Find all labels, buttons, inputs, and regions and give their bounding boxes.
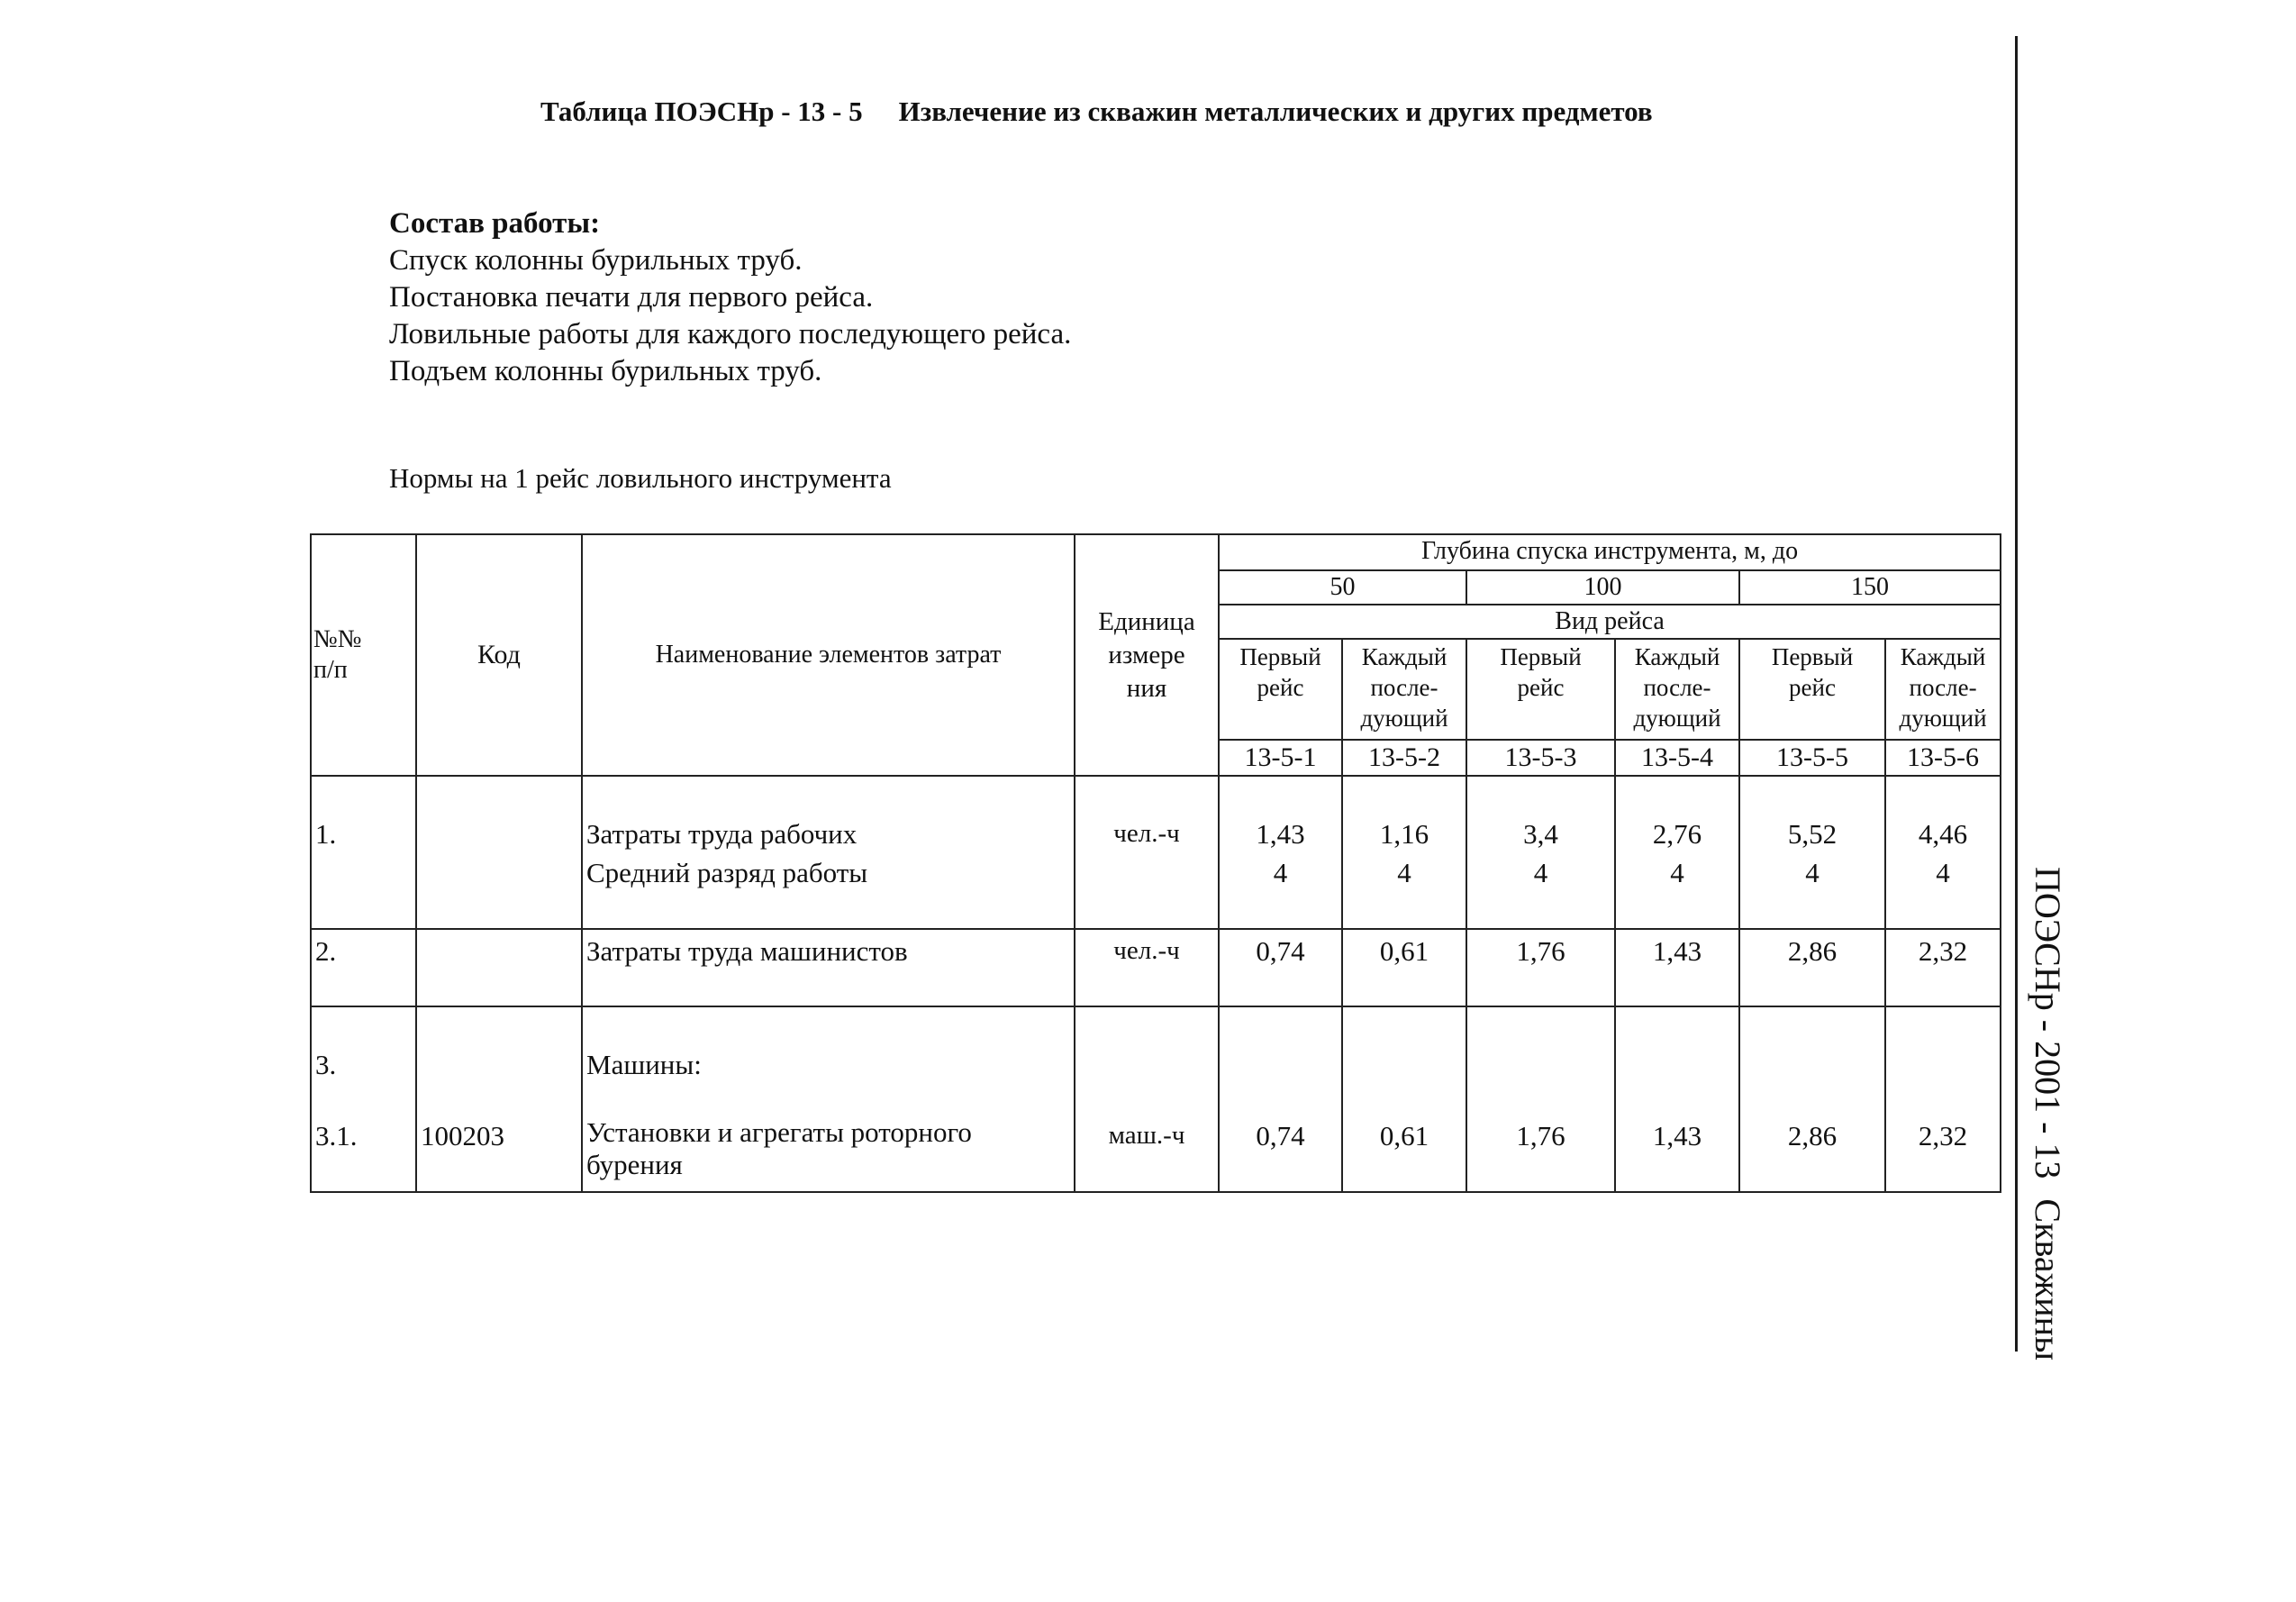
header-each-line: дующий	[1360, 705, 1448, 732]
work-item: Ловильные работы для каждого последующего рейса.	[389, 318, 1072, 350]
header-each-line: дующий	[1899, 705, 1987, 732]
header-depth-100: 100	[1466, 570, 1739, 605]
work-item: Постановка печати для первого рейса.	[389, 281, 874, 314]
row-name-line: Средний разряд работы	[586, 857, 868, 888]
value-grade: 4	[1273, 857, 1288, 888]
row-value: 2,86	[1739, 1006, 1885, 1192]
table-row	[311, 776, 2001, 929]
row-code	[416, 929, 582, 1006]
header-each-line: после-	[1370, 674, 1438, 701]
value-grade: 4	[1936, 857, 1950, 888]
row-value: 2,32	[1885, 929, 2001, 1006]
row-name: Затраты труда машинистов	[582, 929, 1075, 1006]
header-depth-50: 50	[1219, 570, 1466, 605]
row-code	[416, 1006, 582, 1192]
row-num: 1.	[311, 776, 416, 929]
header-code: Код	[416, 534, 582, 776]
table-row	[311, 929, 2001, 1006]
value-hours: 1,43	[1256, 818, 1305, 850]
work-heading: Состав работы:	[389, 207, 601, 240]
work-composition	[389, 205, 1071, 390]
row-value: 2,32	[1885, 1006, 2001, 1192]
value-hours: 5,52	[1787, 818, 1838, 850]
header-first-trip	[1466, 639, 1615, 740]
row-value	[1342, 776, 1466, 929]
row-value: 0,61	[1342, 929, 1466, 1006]
value-grade: 4	[1533, 857, 1548, 888]
row-name-main: Машины:	[586, 1049, 702, 1080]
header-unit-line: ния	[1126, 673, 1167, 703]
row-value: 1,43	[1615, 929, 1739, 1006]
header-each-line: Каждый	[1900, 643, 1986, 670]
table-id: Таблица ПОЭСНр - 13 - 5	[540, 96, 863, 127]
header-unit-line: Единица	[1098, 606, 1195, 636]
row-value	[1615, 776, 1739, 929]
row-value: 1,76	[1466, 929, 1615, 1006]
header-first-trip	[1219, 639, 1342, 740]
header-first-line: Первый	[1239, 643, 1321, 670]
side-label-section: Скважины	[2028, 1198, 2068, 1361]
row-name	[582, 1006, 1075, 1192]
row-value: 0,61	[1342, 1006, 1466, 1192]
row-value	[1885, 776, 2001, 929]
norms-table	[310, 533, 2001, 1193]
value-grade: 4	[1397, 857, 1411, 888]
value-hours: 1,16	[1379, 818, 1429, 850]
row-code-sub: 100203	[421, 1120, 504, 1151]
header-each-line: Каждый	[1361, 643, 1447, 670]
value-grade: 4	[1670, 857, 1684, 888]
row-name-sub: Установки и агрегаты роторного бурения	[586, 1116, 972, 1180]
row-value: 2,86	[1739, 929, 1885, 1006]
row-unit: чел.-ч	[1075, 776, 1219, 929]
header-first-line: рейс	[1789, 674, 1836, 701]
row-value: 1,76	[1466, 1006, 1615, 1192]
header-unit-line: измере	[1108, 640, 1185, 669]
row-num	[311, 1006, 416, 1192]
header-each-next	[1615, 639, 1739, 740]
row-num-sub: 3.1.	[315, 1120, 358, 1151]
table-row	[311, 1006, 2001, 1192]
row-unit: маш.-ч	[1075, 1006, 1219, 1192]
row-value: 1,43	[1615, 1006, 1739, 1192]
table-title	[540, 96, 1874, 128]
column-code: 13-5-3	[1466, 740, 1615, 776]
header-each-line: после-	[1643, 674, 1711, 701]
margin-rule	[2015, 36, 2018, 1352]
row-value	[1219, 776, 1342, 929]
row-value	[1739, 776, 1885, 929]
column-code: 13-5-5	[1739, 740, 1885, 776]
header-first-line: рейс	[1517, 674, 1565, 701]
header-first-trip	[1739, 639, 1885, 740]
header-each-next	[1342, 639, 1466, 740]
header-first-line: рейс	[1257, 674, 1304, 701]
header-each-next	[1885, 639, 2001, 740]
row-name-line: Затраты труда рабочих	[586, 818, 858, 850]
header-num	[311, 534, 416, 776]
row-name	[582, 776, 1075, 929]
header-name: Наименование элементов затрат	[582, 534, 1075, 776]
header-trip-type: Вид рейса	[1219, 605, 2001, 639]
value-hours: 3,4	[1523, 818, 1558, 850]
row-unit: чел.-ч	[1075, 929, 1219, 1006]
table-name: Извлечение из скважин металлических и других предметов	[898, 96, 1653, 127]
header-num-line: №№	[313, 625, 362, 653]
column-code: 13-5-6	[1885, 740, 2001, 776]
column-code: 13-5-4	[1615, 740, 1739, 776]
header-unit	[1075, 534, 1219, 776]
header-first-line: Первый	[1500, 643, 1582, 670]
header-each-line: дующий	[1633, 705, 1721, 732]
value-hours: 2,76	[1652, 818, 1702, 850]
header-row-depth	[311, 534, 2001, 570]
row-value: 0,74	[1219, 1006, 1342, 1192]
row-value	[1466, 776, 1615, 929]
norms-caption: Нормы на 1 рейс ловильного инструмента	[389, 462, 892, 494]
header-each-line: Каждый	[1634, 643, 1720, 670]
header-num-line: п/п	[313, 656, 348, 684]
side-label	[2027, 867, 2069, 1361]
column-code: 13-5-1	[1219, 740, 1342, 776]
value-grade: 4	[1805, 857, 1820, 888]
side-label-code: ПОЭСНр - 2001 - 13	[2028, 867, 2068, 1179]
row-code	[416, 776, 582, 929]
row-value: 0,74	[1219, 929, 1342, 1006]
row-num-main: 3.	[315, 1049, 337, 1080]
header-depth: Глубина спуска инструмента, м, до	[1219, 534, 2001, 570]
header-depth-150: 150	[1739, 570, 2001, 605]
header-first-line: Первый	[1771, 643, 1854, 670]
value-hours: 4,46	[1918, 818, 1968, 850]
column-code: 13-5-2	[1342, 740, 1466, 776]
header-each-line: после-	[1909, 674, 1977, 701]
row-num: 2.	[311, 929, 416, 1006]
work-item: Спуск колонны бурильных труб.	[389, 244, 803, 277]
work-item: Подъем колонны бурильных труб.	[389, 355, 822, 387]
